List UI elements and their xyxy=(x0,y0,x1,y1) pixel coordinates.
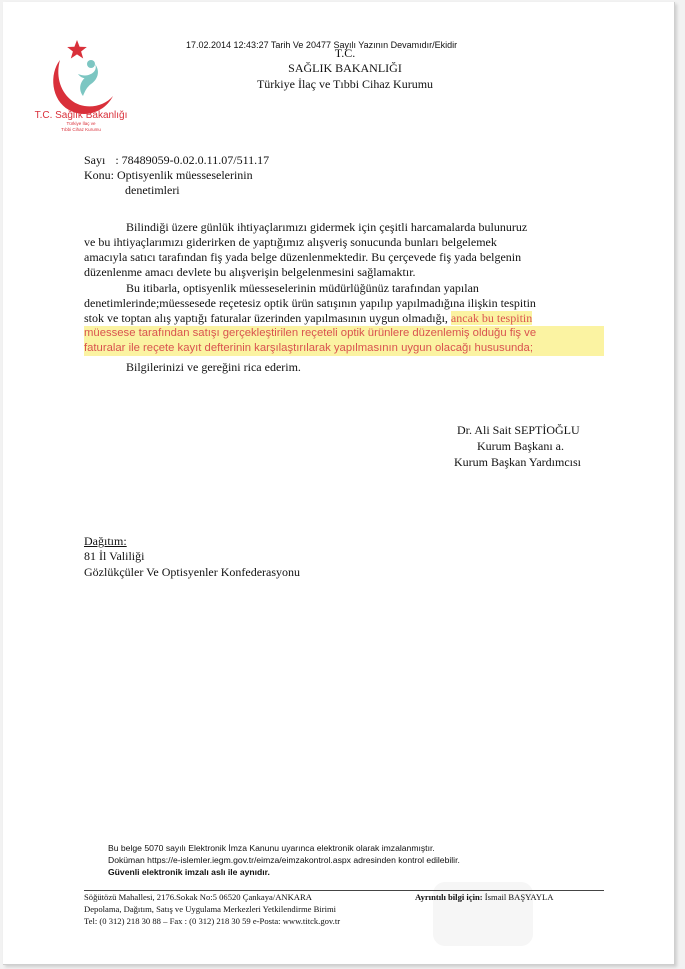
esign-statement: Güvenli elektronik imzalı aslı ile aynıdır. xyxy=(108,867,270,877)
konu-value: Optisyenlik müesseselerinin xyxy=(117,168,253,182)
signatory-title: Kurum Başkanı a. xyxy=(477,439,564,453)
paragraph-line: düzenlenme amacı devlete bu alışverişin belgelenmesini sağlamaktır. xyxy=(84,265,416,279)
closing-line: Bilgilerinizi ve gereğini rica ederim. xyxy=(126,360,301,374)
paragraph-line: ve bu ihtiyaçlarımızı giderirken de yaptığımız alışveriş sonucunda bunları belgelemek xyxy=(84,235,497,249)
figure-body-icon xyxy=(80,64,98,96)
konu-label: Konu: xyxy=(84,168,114,182)
footer-info xyxy=(415,892,553,904)
paragraph-line: Bu itibarla, optisyenlik müesseselerinin müdürlüğünüz tarafından yapılan xyxy=(126,281,479,295)
footer-info-label: Ayrıntılı bilgi için: xyxy=(415,892,483,902)
logo-title: T.C. Sağlık Bakanlığı xyxy=(34,110,128,121)
distribution-heading: Dağıtım: xyxy=(84,534,127,548)
signatory-title: Kurum Başkan Yardımcısı xyxy=(454,455,581,469)
sayi-value: : 78489059-0.02.0.11.07/511.17 xyxy=(115,153,270,167)
paragraph-line: stok ve toptan alış yaptığı faturalar üzerinden yapılmasının uygun olmadığı, ancak bu tespitin xyxy=(84,311,533,325)
logo-text xyxy=(31,110,131,133)
sayi-label: Sayı xyxy=(84,153,106,167)
signatory-name: Dr. Ali Sait SEPTİOĞLU xyxy=(457,423,580,437)
header-agency: Türkiye İlaç ve Tıbbi Cihaz Kurumu xyxy=(256,77,434,91)
subject-continued: denetimleri xyxy=(125,183,180,197)
paragraph-line: amacıyla satıcı tarafından fiş yada belge düzenlenmektedir. Bu çerçevede fiş yada belgenin xyxy=(84,250,522,264)
esign-verify: Doküman https://e-islemler.iegm.gov.tr/eimza/eimzakontrol.aspx adresinden kontrol edilebilir. xyxy=(108,855,460,865)
distribution-item: 81 İl Valiliği xyxy=(84,549,145,563)
star-icon xyxy=(67,40,87,59)
footer-unit: Depolama, Dağıtım, Satış ve Uygulama Merkezleri Yetkilendirme Birimi xyxy=(84,904,337,914)
subject xyxy=(84,168,253,183)
footer-contact: Tel: (0 312) 218 30 88 – Fax : (0 312) 218 30 59 e-Posta: www.titck.gov.tr xyxy=(84,916,341,926)
highlighted-text: müessese tarafından satışı gerçekleştirilen reçeteli optik ürünlere düzenlemiş olduğu fiş ve xyxy=(84,326,604,341)
highlighted-text: ancak bu tespitin xyxy=(450,311,533,325)
paragraph-line: denetimlerinde;müessesede reçetesiz optik ürün satışının yapılıp yapılmadığına ilişkin tespitin xyxy=(84,296,536,310)
header-tc: T.C. xyxy=(334,46,356,60)
document-page xyxy=(3,2,675,965)
reference-number xyxy=(84,153,269,168)
esign-notice: Bu belge 5070 sayılı Elektronik İmza Kanunu uyarınca elektronik olarak imzalanmıştır. xyxy=(108,843,435,853)
document-stamp: 17.02.2014 12:43:27 Tarih Ve 20477 Sayılı Yazının Devamıdır/Ekidir xyxy=(186,40,458,50)
figure-head-icon xyxy=(87,60,95,68)
paragraph-2 xyxy=(84,281,604,356)
footer-info-value: İsmail BAŞYAYLA xyxy=(484,892,554,902)
footer-address: Söğütözü Mahallesi, 2176.Sokak No:5 06520 Çankaya/ANKARA xyxy=(84,892,312,902)
highlighted-text: faturalar ile reçete kayıt defterinin karşılaştırılarak yapılmasının uygun olacağı hususunda; xyxy=(84,341,604,356)
footer-divider xyxy=(84,890,604,891)
header-ministry: SAĞLIK BAKANLIĞI xyxy=(288,61,402,75)
logo-subtitle: Türkiye İlaç ve xyxy=(66,121,96,126)
paragraph-1 xyxy=(84,220,604,280)
paragraph-line: Bilindiği üzere günlük ihtiyaçlarımızı gidermek için çeşitli harcamalarda bulunuruz xyxy=(126,220,528,234)
logo-subtitle: Tıbbi Cihaz Kurumu xyxy=(61,127,101,132)
distribution-item: Gözlükçüler Ve Optisyenler Konfederasyonu xyxy=(84,565,301,579)
